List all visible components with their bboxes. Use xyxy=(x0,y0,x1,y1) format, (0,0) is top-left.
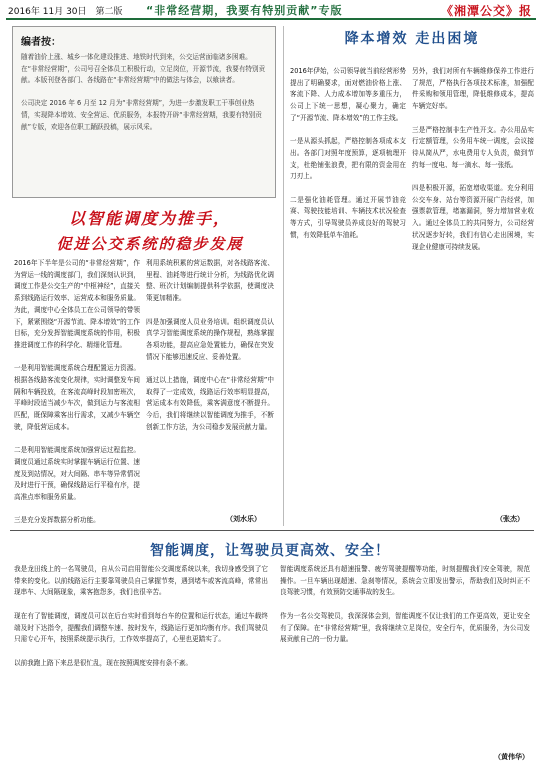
header-rule xyxy=(6,18,536,20)
page-header xyxy=(6,2,536,18)
right-article-col2: 另外，我们对所有车辆维修保养工作进行了规范，严格执行各项技术标准，加强配件采购和领用管理，降低维修成本，提高车辆完好率。 三是严格控制非生产性开支。办公用品实行定额管理，公务用车统一调度，会议接待从简从严，水电费用专人负责，做到节约每一度电、每一滴水、每一张纸。 四是积极开源，拓宽增收渠道。充分利用公交车身、站台等资源开展广告经营，加强票款管理，堵塞漏洞，努力增加营业收入。通过全体员工的共同努力，公司经营状况逐步好转，我们有信心走出困境，实现企业健康可持续发展。 xyxy=(412,67,534,251)
left-headline-line2: 促进公交系统的稳步发展 xyxy=(56,235,244,253)
bottom-article-author: （黄伟华） xyxy=(494,753,529,761)
paper-name-logo: 《湘潭公交》报 xyxy=(440,4,532,18)
column-divider xyxy=(283,26,284,526)
right-article-author: （张杰） xyxy=(496,515,524,523)
bottom-article-col2: 智能调度系统还具有超速报警、疲劳驾驶提醒等功能，时刻提醒我们安全驾驶，规范操作。一旦车辆出现超速、急刹等情况，系统会立即发出警示，帮助我们及时纠正不良驾驶习惯，有效预防交通事故的发生。 作为一名公交驾驶员，我深深体会到，智能调度不仅让我们的工作更高效，更让安全有了保障。在“非常经营期”里，我将继续立足岗位，安全行车，优质服务，为公司发展贡献自己的一份力量。 xyxy=(280,565,530,644)
right-article-headline-box xyxy=(292,28,532,58)
editor-note-title: 编者按： xyxy=(21,37,61,48)
right-article-col1: 2016年伊始，公司领导就当前经营形势提出了明确要求，面对燃油价格上涨、客流下降、人力成本增加等多重压力，公司上下统一思想，凝心聚力，确定了“开源节流、降本增效”的工作主线。 一是从源头抓起，严格控制各项成本支出。各部门对照年度预算，逐项梳理开支，杜绝铺张浪费，把有限的资金用在刀刃上。 二是强化油耗管理。通过开展节油竞赛、驾驶技能培训、车辆技术状况检查等方式，引导驾驶员养成良好的驾驶习惯，有效降低单车油耗。 xyxy=(290,67,406,239)
left-headline-line1: 以智能调度为推手， xyxy=(68,209,231,228)
bottom-article-headline: 智能调度，让驾驶员更高效、安全！ xyxy=(150,543,390,559)
left-article-author: （刘水乐） xyxy=(226,515,261,523)
left-article-headline xyxy=(30,206,270,254)
editor-note-box xyxy=(12,26,276,198)
left-article-col2: 利用系统积累的营运数据，对各线路客流、里程、油耗等进行统计分析，为线路优化调整、班次计划编制提供科学依据，使调度决策更加精准。 四是加强调度人员业务培训。组织调度员认真学习智能调度系统的操作规程，熟练掌握各项功能，提高应急处置能力，确保在突发情况下能够迅速反应、妥善处置。 通过以上措施，调度中心在“非常经营期”中取得了一定成效，线路运行效率明显提高，营运成本有效降低，乘客满意度不断提升。今后，我们将继续以智能调度为推手，不断创新工作方法，为公司稳步发展贡献力量。 xyxy=(146,259,274,431)
bottom-article-col1: 我是龙田线上的一名驾驶员，自从公司启用智能公交调度系统以来，我切身感受到了它带来的变化。以前线路运行主要靠驾驶员自己掌握节奏，遇到堵车或客流高峰，常常出现串车、大间隔现象，乘客抱怨多，我们也很辛苦。 现在有了智能调度，调度员可以在后台实时看到每台车的位置和运行状态，通过车载终端及时下达指令，提醒我们调整车速、按时发车，线路运行更加均衡有序。我们驾驶员只需专心开车，按照系统提示执行，工作效率提高了，心里也更踏实了。 以前我跑上路下来总是很忙乱，现在按照调度安排有条不紊。 xyxy=(14,565,268,667)
right-article-headline: 降本增效 走出困境 xyxy=(344,31,480,47)
section-separator xyxy=(10,530,534,531)
date-page-label: 2016年 11月 30日 第二版 xyxy=(8,7,123,17)
left-article-col1: 2016年下半年是公司的“非常经营期”，作为营运一线的调度部门，我们深刻认识到，调度工作是公交生产的“中枢神经”，直接关系到线路运行效率、运营成本和服务质量。为此，调度中心全体员工在公司领导的带领下，紧紧围绕“开源节流、降本增效”的工作目标，充分发挥智能调度系统的作用，积极推进调度工作的科学化、精细化管理。 一是利用智能调度系统合理配置运力资源。根据各线路客流变化规律，实时调整发车间隔和车辆投放，在客流高峰时段加密班次，平峰时段适当减少车次，做到运力与客流相匹配，既保障乘客出行需求，又减少车辆空驶，降低营运成本。 二是利用智能调度系统加强营运过程监控。调度员通过系统实时掌握车辆运行位置、速度及到站情况，对大间隔、串车等异常情况及时进行干预，确保线路运行平稳有序，提高准点率和服务质量。 三是充分发挥数据分析功能。 xyxy=(14,259,140,525)
column-title: “非常经营期，我要有特别贡献”专版 xyxy=(146,4,343,17)
editor-note-body: 随着油价上涨、城乡一体化建设推进、地铁时代到来，公交运营面临诸多困难。在“非常经营期”，公司号召全体员工积极行动，立足岗位，开源节流，我要有特别贡献。本版刊登各部门、各线路在“非常经营期”中的做法与体会，以飨读者。 公司决定 2016 年 6 月至 12 月为“非常经营期”，为进一步激发职工干事创业热情，实现降本增效、安全营运、优质服务，本报特开辟“非常经营期，我要有特别贡献”专版，欢迎各位职工踊跃投稿，展示风采。 xyxy=(21,53,266,131)
